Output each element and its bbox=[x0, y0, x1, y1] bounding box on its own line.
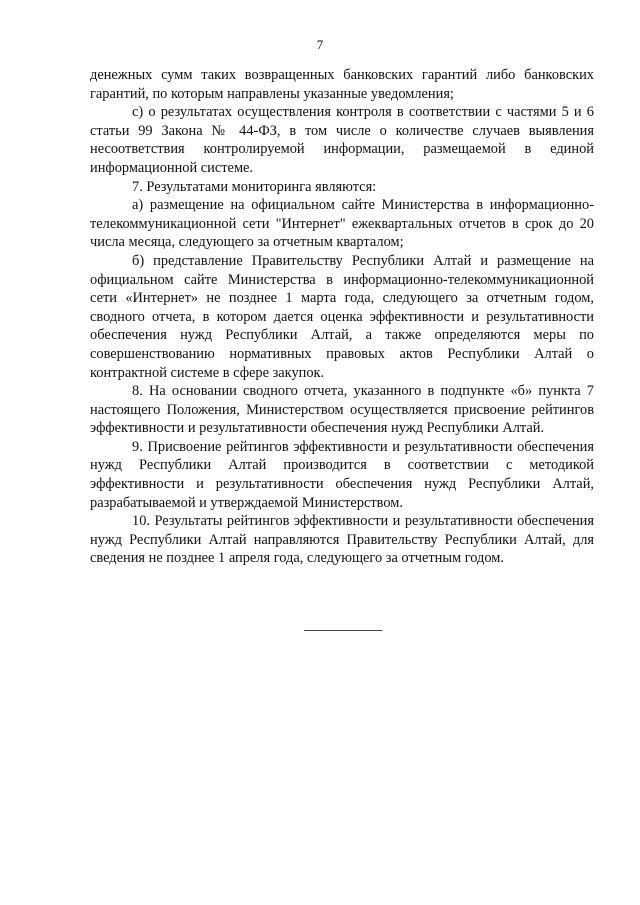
paragraph-9-ratings-methodology: 9. Присвоение рейтингов эффективности и результативности обеспечения нужд Республики Алтай производится в соответствии с методикой эффективности и результативности обеспечения нужд Республики Алтай, разрабатываемой и утверждаемой Министерством. bbox=[90, 438, 594, 511]
document-body bbox=[90, 66, 594, 568]
paragraph-guarantees-continuation: денежных сумм таких возвращенных банковских гарантий либо банковских гарантий, по которым направлены указанные уведомления; bbox=[90, 67, 594, 102]
paragraph-8-ratings-assignment: 8. На основании сводного отчета, указанного в подпункте «б» пункта 7 настоящего Положения, Министерством осуществляется присвоение рейтингов эффективности и результативности обеспечения нужд Республики Алтай. bbox=[90, 383, 594, 437]
paragraph-10-ratings-results: 10. Результаты рейтингов эффективности и результативности обеспечения нужд Республики Алтай направляются Правительству Республики Алтай, для сведения не позднее 1 апреля года, следующего за отчетным годом. bbox=[90, 513, 594, 567]
paragraph-7-monitoring-results: 7. Результатами мониторинга являются: bbox=[132, 178, 377, 195]
page-number: 7 bbox=[316, 37, 324, 52]
end-divider-line bbox=[304, 630, 382, 631]
paragraph-7a-quarterly-reports: а) размещение на официальном сайте Министерства в информационно-телекоммуникационной сети "Интернет" ежеквартальных отчетов в срок до 20 числа месяца, следующего за отчетным кварталом; bbox=[90, 197, 594, 251]
paragraph-control-results: с) о результатах осуществления контроля в соответствии с частями 5 и 6 статьи 99 Закона № 44-ФЗ, в том числе о количестве случаев выявления несоответствия контролируемой информации, размещаемой в единой информационной системе. bbox=[90, 104, 594, 176]
paragraph-7b-summary-report: б) представление Правительству Республики Алтай и размещение на официальном сайте Министерства в информационно-телекоммуникационной сети «Интернет» не позднее 1 марта года, следующего за отчетным годом, сводного отчета, в котором дается оценка эффективности и результативности обеспечения нужд Республики Алтай, а также определяются меры по совершенствованию нормативных правовых актов Республики Алтай о контрактной системе в сфере закупок. bbox=[90, 252, 594, 381]
